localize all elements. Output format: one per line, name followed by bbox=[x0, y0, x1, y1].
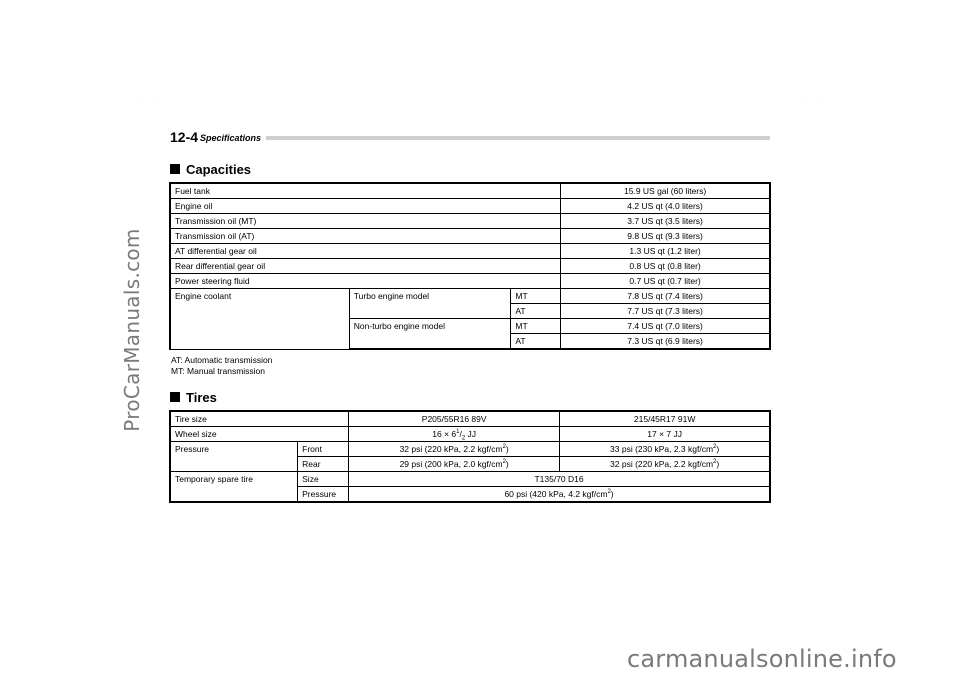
item-label: Engine oil bbox=[170, 199, 561, 214]
table-row bbox=[170, 289, 770, 304]
tire-size-label: Tire size bbox=[170, 411, 349, 427]
item-value: 0.7 US qt (0.7 liter) bbox=[561, 274, 770, 289]
item-value: 7.4 US qt (7.0 liters) bbox=[561, 319, 770, 334]
wheel-size-17: 17 × 7 JJ bbox=[560, 427, 770, 442]
crop-marks-right: · · bbox=[800, 96, 830, 102]
item-value: 7.3 US qt (6.9 liters) bbox=[561, 334, 770, 350]
item-value: 3.7 US qt (3.5 liters) bbox=[561, 214, 770, 229]
wheel-size-16: $16 \times 6^1/_2$ JJ bbox=[349, 427, 560, 442]
table-row bbox=[170, 411, 770, 427]
front-pressure-17: 33 psi (230 kPa, 2.3 kgf/$cm^2$) bbox=[560, 442, 770, 457]
nonturbo-label: Non-turbo engine model bbox=[349, 319, 511, 350]
front-label: Front bbox=[298, 442, 349, 457]
note-mt: MT: Manual transmission bbox=[171, 366, 266, 376]
table-row bbox=[170, 442, 770, 457]
front-pressure-16: 32 psi (220 kPa, 2.2 kgf/$cm^2$) bbox=[349, 442, 560, 457]
item-value: 7.8 US qt (7.4 liters) bbox=[561, 289, 770, 304]
table-row bbox=[170, 427, 770, 442]
spare-pressure-value: 60 psi (420 kPa, 4.2 kgf/$cm^2$) bbox=[349, 487, 770, 503]
item-label: Transmission oil (AT) bbox=[170, 229, 561, 244]
item-value: 7.7 US qt (7.3 liters) bbox=[561, 304, 770, 319]
rear-pressure-16: 29 psi (200 kPa, 2.0 kgf/$cm^2$) bbox=[349, 457, 560, 472]
item-value: 1.3 US qt (1.2 liter) bbox=[561, 244, 770, 259]
header-rule bbox=[266, 136, 770, 140]
table-row bbox=[170, 244, 770, 259]
tire-size-17: 215/45R17 91W bbox=[560, 411, 770, 427]
table-row bbox=[170, 274, 770, 289]
item-value: 4.2 US qt (4.0 liters) bbox=[561, 199, 770, 214]
item-value: 9.8 US qt (9.3 liters) bbox=[561, 229, 770, 244]
page-number: 12-4 bbox=[170, 129, 199, 145]
crop-marks-left: · · bbox=[138, 96, 168, 102]
transmission-type: MT bbox=[511, 319, 561, 334]
spare-label: Temporary spare tire bbox=[170, 472, 298, 503]
capacities-notes bbox=[171, 355, 272, 377]
item-label: Transmission oil (MT) bbox=[170, 214, 561, 229]
pressure-label: Pressure bbox=[170, 442, 298, 472]
square-bullet-icon bbox=[170, 392, 180, 402]
item-value: 0.8 US qt (0.8 liter) bbox=[561, 259, 770, 274]
table-row bbox=[170, 259, 770, 274]
item-label: AT differential gear oil bbox=[170, 244, 561, 259]
tires-title: Tires bbox=[186, 390, 217, 405]
rear-pressure-17: 32 psi (220 kPa, 2.2 kgf/$cm^2$) bbox=[560, 457, 770, 472]
item-label: Power steering fluid bbox=[170, 274, 561, 289]
table-row bbox=[170, 214, 770, 229]
table-row bbox=[170, 229, 770, 244]
tires-table bbox=[169, 410, 771, 503]
table-row bbox=[170, 199, 770, 214]
table-row bbox=[170, 472, 770, 487]
section-name: Specifications bbox=[200, 133, 262, 143]
capacities-title: Capacities bbox=[186, 162, 252, 177]
page-header bbox=[170, 131, 770, 147]
tires-heading bbox=[170, 390, 217, 405]
bottom-watermark: carmanualsonline.info bbox=[627, 645, 897, 673]
transmission-type: MT bbox=[511, 289, 561, 304]
tire-size-16: P205/55R16 89V bbox=[349, 411, 560, 427]
capacities-table bbox=[169, 182, 771, 350]
table-row bbox=[170, 183, 770, 199]
side-watermark: ProCarManuals.com bbox=[120, 228, 144, 432]
item-value: 15.9 US gal (60 liters) bbox=[561, 183, 770, 199]
wheel-size-label: Wheel size bbox=[170, 427, 349, 442]
note-at: AT: Automatic transmission bbox=[171, 355, 273, 365]
turbo-label: Turbo engine model bbox=[349, 289, 511, 319]
item-label: Rear differential gear oil bbox=[170, 259, 561, 274]
spare-size-value: T135/70 D16 bbox=[349, 472, 770, 487]
transmission-type: AT bbox=[511, 304, 561, 319]
transmission-type: AT bbox=[511, 334, 561, 350]
capacities-heading bbox=[170, 162, 251, 177]
rear-label: Rear bbox=[298, 457, 349, 472]
square-bullet-icon bbox=[170, 164, 180, 174]
item-label: Fuel tank bbox=[170, 183, 561, 199]
spare-size-label: Size bbox=[298, 472, 349, 487]
spare-pressure-label: Pressure bbox=[298, 487, 349, 503]
coolant-label: Engine coolant bbox=[170, 289, 349, 350]
